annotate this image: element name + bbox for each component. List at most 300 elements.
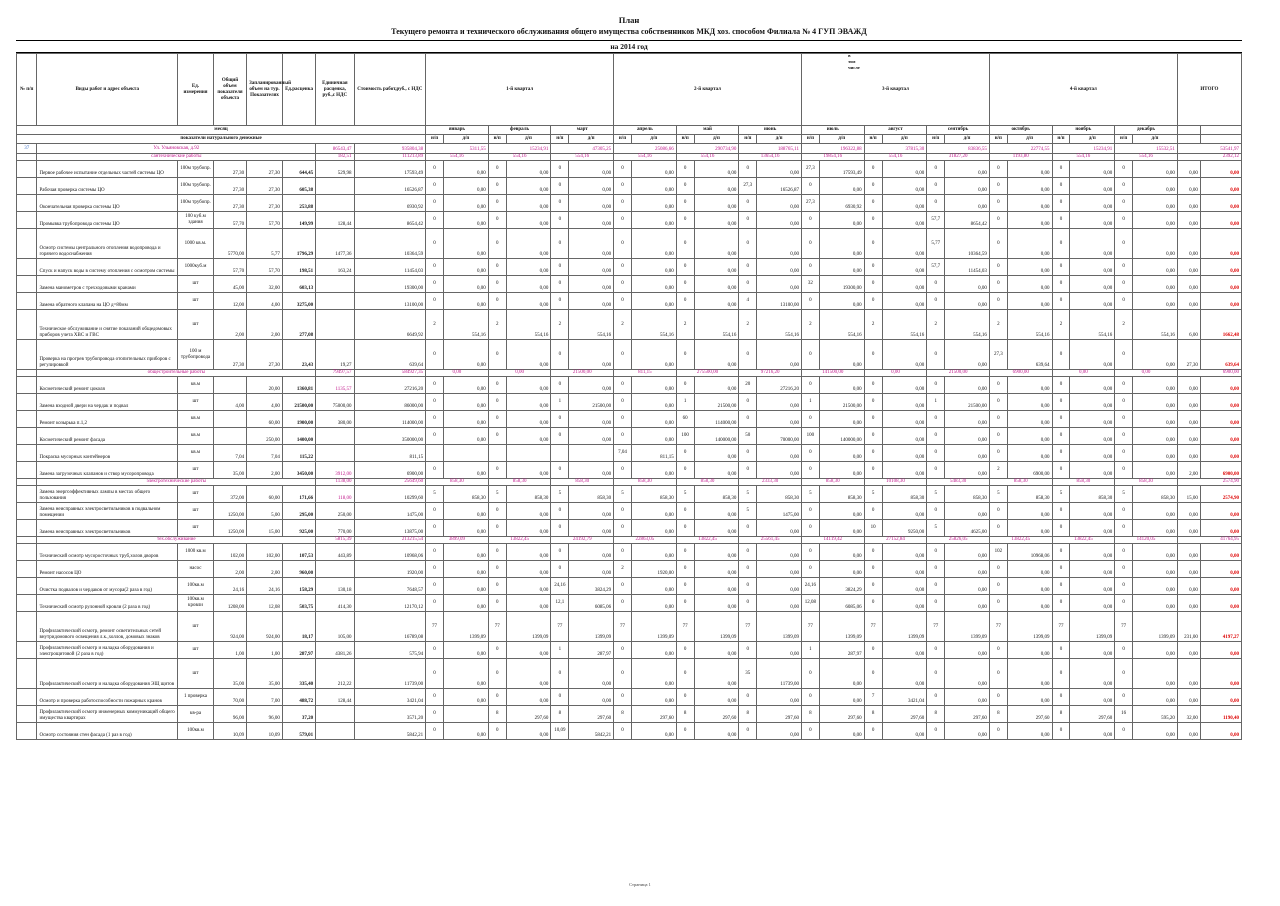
den-value: 0,00 <box>1007 195 1052 212</box>
work-unit: шт <box>178 310 214 340</box>
work-total-volume: 372,00 <box>213 486 246 503</box>
nat-value: 8 <box>614 706 632 723</box>
section-month-total: 10108,30 <box>864 479 927 486</box>
table-row <box>17 229 1242 259</box>
row-total-den: 0,00 <box>1200 212 1241 229</box>
nat-value: 0 <box>739 723 757 740</box>
den-value: 554,16 <box>444 310 489 340</box>
den-value: 0,00 <box>1133 394 1178 411</box>
den-label: д/п <box>757 135 802 144</box>
row-total-den: 0,00 <box>1200 642 1241 659</box>
nat-value: 1 <box>801 642 819 659</box>
document-title: План <box>618 15 640 25</box>
section-total: 41764,95 <box>1177 537 1241 544</box>
den-value: 0,00 <box>819 723 864 740</box>
section-month-total: 2333,30 <box>739 479 802 486</box>
den-value: 0,00 <box>444 544 489 561</box>
row-total-nat: 0,00 <box>1177 377 1200 394</box>
den-value: 0,00 <box>1133 544 1178 561</box>
den-value: 0,00 <box>569 503 614 520</box>
nat-value: 0 <box>801 462 819 479</box>
nat-value: 0 <box>989 212 1007 229</box>
den-value: 297,60 <box>1070 706 1115 723</box>
work-unit-price: 1135,57 <box>316 377 354 394</box>
work-cost: 13100,00 <box>354 293 426 310</box>
den-value: 0,00 <box>631 723 676 740</box>
work-unit: кв.м <box>178 428 214 445</box>
nat-value: 1 <box>927 394 945 411</box>
work-unit: 1 проверка <box>178 689 214 706</box>
work-cost: 12170,12 <box>354 595 426 612</box>
nat-value: 0 <box>426 212 444 229</box>
work-unit-price: 105,00 <box>316 612 354 642</box>
den-value: 0,00 <box>1133 689 1178 706</box>
work-total-volume: 70,00 <box>213 689 246 706</box>
den-value: 0,00 <box>631 595 676 612</box>
den-value: 0,00 <box>506 259 551 276</box>
den-value: 0,00 <box>1007 578 1052 595</box>
nat-value: 0 <box>488 659 506 689</box>
section-month-total: 0,00 <box>426 370 489 377</box>
table-row <box>17 445 1242 462</box>
work-plan-volume: 27,30 <box>247 161 283 178</box>
den-value: 0,00 <box>569 462 614 479</box>
den-value: 0,00 <box>569 259 614 276</box>
nat-value: 0 <box>1052 659 1070 689</box>
nat-value: 0 <box>1052 229 1070 259</box>
object-month-total: 196322,88 <box>801 144 864 154</box>
work-plan-volume: 1,00 <box>247 642 283 659</box>
den-value: 0,00 <box>444 642 489 659</box>
month-12: декабрь <box>1115 126 1178 135</box>
den-value: 0,00 <box>882 445 927 462</box>
den-value: 0,00 <box>757 276 802 293</box>
nat-value: 0 <box>927 340 945 370</box>
den-value: 0,00 <box>506 723 551 740</box>
den-value: 0,00 <box>819 178 864 195</box>
nat-value: 12,08 <box>801 595 819 612</box>
work-total-volume: 10,09 <box>213 723 246 740</box>
nat-value: 57,7 <box>927 212 945 229</box>
col-q2: 2-й квартал <box>614 54 802 126</box>
den-value: 0,00 <box>1007 178 1052 195</box>
table-row <box>17 259 1242 276</box>
nat-value: 2 <box>989 310 1007 340</box>
itogo-spacer-c <box>1177 135 1200 144</box>
den-value: 858,30 <box>882 486 927 503</box>
work-rate: 605,38 <box>282 178 315 195</box>
col-plan-vol: Запланированный объем на тур. Показателях <box>247 54 283 126</box>
table-row <box>17 544 1242 561</box>
nat-value: 0 <box>551 462 569 479</box>
den-value: 0,00 <box>1133 259 1178 276</box>
nat-value: 0 <box>614 723 632 740</box>
nat-value: 0 <box>801 689 819 706</box>
work-rate: 579,01 <box>282 723 315 740</box>
nat-value: 0 <box>488 340 506 370</box>
nat-value: 0 <box>927 462 945 479</box>
nat-value: 0 <box>1052 723 1070 740</box>
nat-value: 0 <box>927 161 945 178</box>
row-total-den: 0,00 <box>1200 229 1241 259</box>
nat-value: 8 <box>989 706 1007 723</box>
section-month-total: 22863,05 <box>614 537 677 544</box>
den-value: 0,00 <box>444 561 489 578</box>
nat-value: 0 <box>426 706 444 723</box>
den-value: 0,00 <box>819 411 864 428</box>
den-value: 0,00 <box>569 229 614 259</box>
den-value: 0,00 <box>694 462 739 479</box>
work-unit: шт <box>178 612 214 642</box>
col-cost: Стоимость работ,руб., с НДС <box>354 54 426 126</box>
nat-value: 0 <box>488 689 506 706</box>
row-total-den: 0,00 <box>1200 428 1241 445</box>
table-row <box>17 503 1242 520</box>
row-total-nat: 0,00 <box>1177 195 1200 212</box>
den-value: 0,00 <box>1007 229 1052 259</box>
den-value: 1399,09 <box>1070 612 1115 642</box>
work-name: Осмотр системы центрального отопления водопровода и горячего водоснабжения <box>37 229 178 259</box>
nat-value: 0 <box>551 340 569 370</box>
nat-value: 0 <box>989 259 1007 276</box>
den-value: 0,00 <box>569 377 614 394</box>
den-value: 0,00 <box>945 178 990 195</box>
nat-value: 0 <box>551 503 569 520</box>
den-value: 0,00 <box>444 520 489 537</box>
work-plan-volume: 32,00 <box>247 276 283 293</box>
row-num-cell <box>17 161 37 178</box>
work-total-volume: 5770,00 <box>213 229 246 259</box>
nat-value: 0 <box>1115 428 1133 445</box>
den-value: 1399,09 <box>631 612 676 642</box>
nat-value: 27,3 <box>801 161 819 178</box>
nat-value: 0 <box>739 212 757 229</box>
nat-value: 0 <box>1115 578 1133 595</box>
den-value: 858,30 <box>819 486 864 503</box>
nat-value: 0 <box>1052 462 1070 479</box>
den-value: 0,00 <box>506 689 551 706</box>
den-value: 554,16 <box>882 310 927 340</box>
nat-value: 0 <box>801 340 819 370</box>
work-rate: 335,40 <box>282 659 315 689</box>
den-value: 0,00 <box>444 259 489 276</box>
section-month-total: 13822,45 <box>989 537 1052 544</box>
den-value: 0,00 <box>694 212 739 229</box>
den-label: д/п <box>694 135 739 144</box>
den-value: 11454,03 <box>945 259 990 276</box>
col-itogo: ИТОГО <box>1177 54 1241 126</box>
work-name: Профилактический осмотр и наладка оборудования и электрощитовой (2 раза в год) <box>37 642 178 659</box>
section-month-total: 24192,79 <box>551 537 614 544</box>
work-cost: 575,94 <box>354 642 426 659</box>
nat-value: 0 <box>801 503 819 520</box>
nat-value: 0 <box>488 544 506 561</box>
den-value: 0,00 <box>882 595 927 612</box>
nat-value: 8 <box>551 706 569 723</box>
nat-value: 0 <box>1052 178 1070 195</box>
nat-value: 0 <box>426 544 444 561</box>
den-value: 0,00 <box>569 659 614 689</box>
work-unit: шт <box>178 659 214 689</box>
den-value: 0,00 <box>694 293 739 310</box>
nat-value: 0 <box>488 520 506 537</box>
work-plan-volume: 924,00 <box>247 612 283 642</box>
den-value: 0,00 <box>882 212 927 229</box>
object-address: Ул. Ульяновская, д.92 <box>37 144 316 154</box>
den-value: 0,00 <box>631 411 676 428</box>
den-value: 0,00 <box>1007 428 1052 445</box>
den-value: 0,00 <box>444 411 489 428</box>
nat-value: 2 <box>927 310 945 340</box>
nat-value: 8 <box>801 706 819 723</box>
nat-value: 0 <box>1052 428 1070 445</box>
den-value: 0,00 <box>631 642 676 659</box>
work-cost: 27216,20 <box>354 377 426 394</box>
nat-value: 0 <box>614 229 632 259</box>
row-total-nat: 0,00 <box>1177 578 1200 595</box>
nat-value: 4 <box>739 293 757 310</box>
col-rate: Ед.расценка <box>282 54 315 126</box>
den-value: 0,00 <box>757 212 802 229</box>
work-name: Профилактический осмотр инженерных коммуникаций общего имущества квартирах <box>37 706 178 723</box>
nat-value: 5 <box>676 486 694 503</box>
den-value: 0,00 <box>444 659 489 689</box>
nat-value: 0 <box>488 578 506 595</box>
nat-value: 0 <box>614 212 632 229</box>
nat-value: 0 <box>676 212 694 229</box>
den-value: 0,00 <box>1007 561 1052 578</box>
den-value: 0,00 <box>694 259 739 276</box>
den-value: 0,00 <box>945 642 990 659</box>
den-value: 0,00 <box>569 195 614 212</box>
den-value: 1399,09 <box>819 612 864 642</box>
den-value: 0,00 <box>1070 503 1115 520</box>
object-cost: 935804,38 <box>354 144 426 154</box>
den-value: 0,00 <box>506 595 551 612</box>
table-row <box>17 561 1242 578</box>
den-value: 0,00 <box>694 377 739 394</box>
section-month-total: 5483,30 <box>927 479 990 486</box>
nat-value: 0 <box>1052 195 1070 212</box>
work-plan-volume: 60,00 <box>247 411 283 428</box>
nat-value: 0 <box>927 689 945 706</box>
den-value: 0,00 <box>1070 544 1115 561</box>
den-value: 0,00 <box>1070 642 1115 659</box>
work-cost: 3571,20 <box>354 706 426 723</box>
nat-value <box>488 445 506 462</box>
work-name: Рабочая проверка системы ЦО <box>37 178 178 195</box>
work-unit: шт <box>178 293 214 310</box>
section-month-total: 13822,45 <box>676 537 739 544</box>
den-value: 0,00 <box>757 411 802 428</box>
work-cost: 16526,87 <box>354 178 426 195</box>
den-value: 0,00 <box>444 377 489 394</box>
work-total-volume: 35,00 <box>213 659 246 689</box>
den-value: 0,00 <box>631 195 676 212</box>
work-name: Ремонт козырька п.1,2 <box>37 411 178 428</box>
nat-value: 1 <box>676 394 694 411</box>
den-value: 0,00 <box>1133 520 1178 537</box>
work-rate: 37,20 <box>282 706 315 723</box>
den-value: 0,00 <box>757 195 802 212</box>
section-unit-price: 182,51 <box>316 154 354 161</box>
nat-value: 0 <box>1115 544 1133 561</box>
den-value: 0,00 <box>444 276 489 293</box>
nat-value: 0 <box>614 462 632 479</box>
den-value: 0,00 <box>1070 689 1115 706</box>
nat-value: 0 <box>614 642 632 659</box>
work-cost: 350000,00 <box>354 428 426 445</box>
nat-value: 0 <box>927 445 945 462</box>
nat-value: 0 <box>488 503 506 520</box>
den-value: 0,00 <box>882 578 927 595</box>
nat-value: 0 <box>989 293 1007 310</box>
nat-label: н/п <box>676 135 694 144</box>
nat-value: 35 <box>739 659 757 689</box>
col-unit: Ед. измерения <box>178 54 214 126</box>
header-row <box>17 54 1242 126</box>
den-value: 0,00 <box>882 462 927 479</box>
den-value: 0,00 <box>631 428 676 445</box>
nat-value: 0 <box>1052 293 1070 310</box>
nat-value: 0 <box>864 377 882 394</box>
den-value: 0,00 <box>569 293 614 310</box>
den-value: 0,00 <box>1070 259 1115 276</box>
den-value: 0,00 <box>1070 445 1115 462</box>
nat-value: 5 <box>1052 486 1070 503</box>
nat-value: 5 <box>426 486 444 503</box>
row-total-nat: 231,00 <box>1177 612 1200 642</box>
month-label-cell: месяц <box>17 126 426 135</box>
den-label: д/п <box>506 135 551 144</box>
den-value: 0,00 <box>694 578 739 595</box>
nat-value: 0 <box>426 411 444 428</box>
nat-value: 0 <box>614 195 632 212</box>
nat-value: 0 <box>1115 462 1133 479</box>
nat-value: 0 <box>989 503 1007 520</box>
den-value: 0,00 <box>1070 161 1115 178</box>
work-total-volume <box>213 377 246 394</box>
den-value: 0,00 <box>757 520 802 537</box>
row-total-nat: 0,00 <box>1177 161 1200 178</box>
nat-value: 0 <box>551 377 569 394</box>
work-plan-volume: 4,00 <box>247 394 283 411</box>
nat-label: н/п <box>1115 135 1133 144</box>
work-plan-volume: 57,70 <box>247 212 283 229</box>
month-9: сентябрь <box>927 126 990 135</box>
section-row <box>17 370 1242 377</box>
den-value: 10364,59 <box>945 229 990 259</box>
nat-value: 10 <box>864 520 882 537</box>
nat-value: 0 <box>927 659 945 689</box>
work-name: Замена входной двери на чердак и подвал <box>37 394 178 411</box>
den-value: 0,00 <box>1007 723 1052 740</box>
nat-value: 0 <box>864 462 882 479</box>
work-rate: 488,72 <box>282 689 315 706</box>
row-total-nat: 0,00 <box>1177 642 1200 659</box>
nat-value: 0 <box>426 394 444 411</box>
section-month-total: 141500,00 <box>801 370 864 377</box>
den-value: 0,00 <box>506 229 551 259</box>
den-value: 0,00 <box>945 659 990 689</box>
work-name: Косметический ремонт фасада <box>37 428 178 445</box>
den-value: 0,00 <box>1070 595 1115 612</box>
section-month-total: 25826,05 <box>927 537 990 544</box>
den-value: 297,60 <box>506 706 551 723</box>
den-value: 0,00 <box>1133 642 1178 659</box>
den-value: 0,00 <box>1133 503 1178 520</box>
nat-label: н/п <box>551 135 569 144</box>
work-unit-price <box>316 178 354 195</box>
den-value: 0,00 <box>1070 561 1115 578</box>
nat-value: 60 <box>676 411 694 428</box>
work-name: Технический осмотр рулонной кровли (2 раза в год) <box>37 595 178 612</box>
nat-value: 0 <box>1052 689 1070 706</box>
den-value: 0,00 <box>631 659 676 689</box>
den-value: 4625,00 <box>945 520 990 537</box>
section-month-total: 858,30 <box>676 479 739 486</box>
den-value: 0,00 <box>444 394 489 411</box>
nat-value: 0 <box>488 377 506 394</box>
nat-value: 0 <box>614 544 632 561</box>
work-unit-price <box>316 561 354 578</box>
den-value: 0,00 <box>1070 178 1115 195</box>
nat-value: 0 <box>676 595 694 612</box>
den-value: 0,00 <box>945 276 990 293</box>
nat-value: 0 <box>676 293 694 310</box>
nat-value: 16 <box>1115 706 1133 723</box>
work-cost: 5842,21 <box>354 723 426 740</box>
nat-value: 0 <box>801 293 819 310</box>
nat-value: 0 <box>927 503 945 520</box>
den-value: 0,00 <box>819 561 864 578</box>
row-num-cell <box>17 212 37 229</box>
nat-value: 0 <box>1052 578 1070 595</box>
work-name: Профилактический осмотр, ремонт осветительных сетей внутридомового освещения л.к.,холлов, домовых знаков <box>37 612 178 642</box>
row-total-den: 0,00 <box>1200 520 1241 537</box>
work-rate: 23,43 <box>282 340 315 370</box>
section-num-cell <box>17 154 37 161</box>
den-value: 0,00 <box>569 428 614 445</box>
work-name: Замена энергоэффективных лампы в местах общего пользования <box>37 486 178 503</box>
nat-value: 0 <box>614 411 632 428</box>
nat-value: 0 <box>989 642 1007 659</box>
den-value: 0,00 <box>945 428 990 445</box>
work-plan-volume: 15,00 <box>247 520 283 537</box>
nat-value: 0 <box>801 178 819 195</box>
den-value: 10968,06 <box>1007 544 1052 561</box>
den-value: 0,00 <box>1133 229 1178 259</box>
work-unit-price: 212,22 <box>316 659 354 689</box>
row-num-cell <box>17 229 37 259</box>
den-value: 0,00 <box>1007 377 1052 394</box>
row-total-den: 6900,00 <box>1200 462 1241 479</box>
nat-value: 8 <box>864 706 882 723</box>
nat-value: 27,3 <box>989 340 1007 370</box>
itogo-spacer-b <box>1200 126 1241 135</box>
den-value: 0,00 <box>631 161 676 178</box>
work-name: Техническое обслуживание и снятие показаний общедомовых приборов учета ХВС и ГВС <box>37 310 178 340</box>
work-unit-price <box>316 293 354 310</box>
nat-label: н/п <box>614 135 632 144</box>
nat-value: 0 <box>488 428 506 445</box>
work-cost: 16789,08 <box>354 612 426 642</box>
den-value: 0,00 <box>694 642 739 659</box>
den-value: 0,00 <box>1007 212 1052 229</box>
nat-value: 0 <box>864 544 882 561</box>
nat-value: 10,09 <box>551 723 569 740</box>
work-cost: 11454,03 <box>354 259 426 276</box>
